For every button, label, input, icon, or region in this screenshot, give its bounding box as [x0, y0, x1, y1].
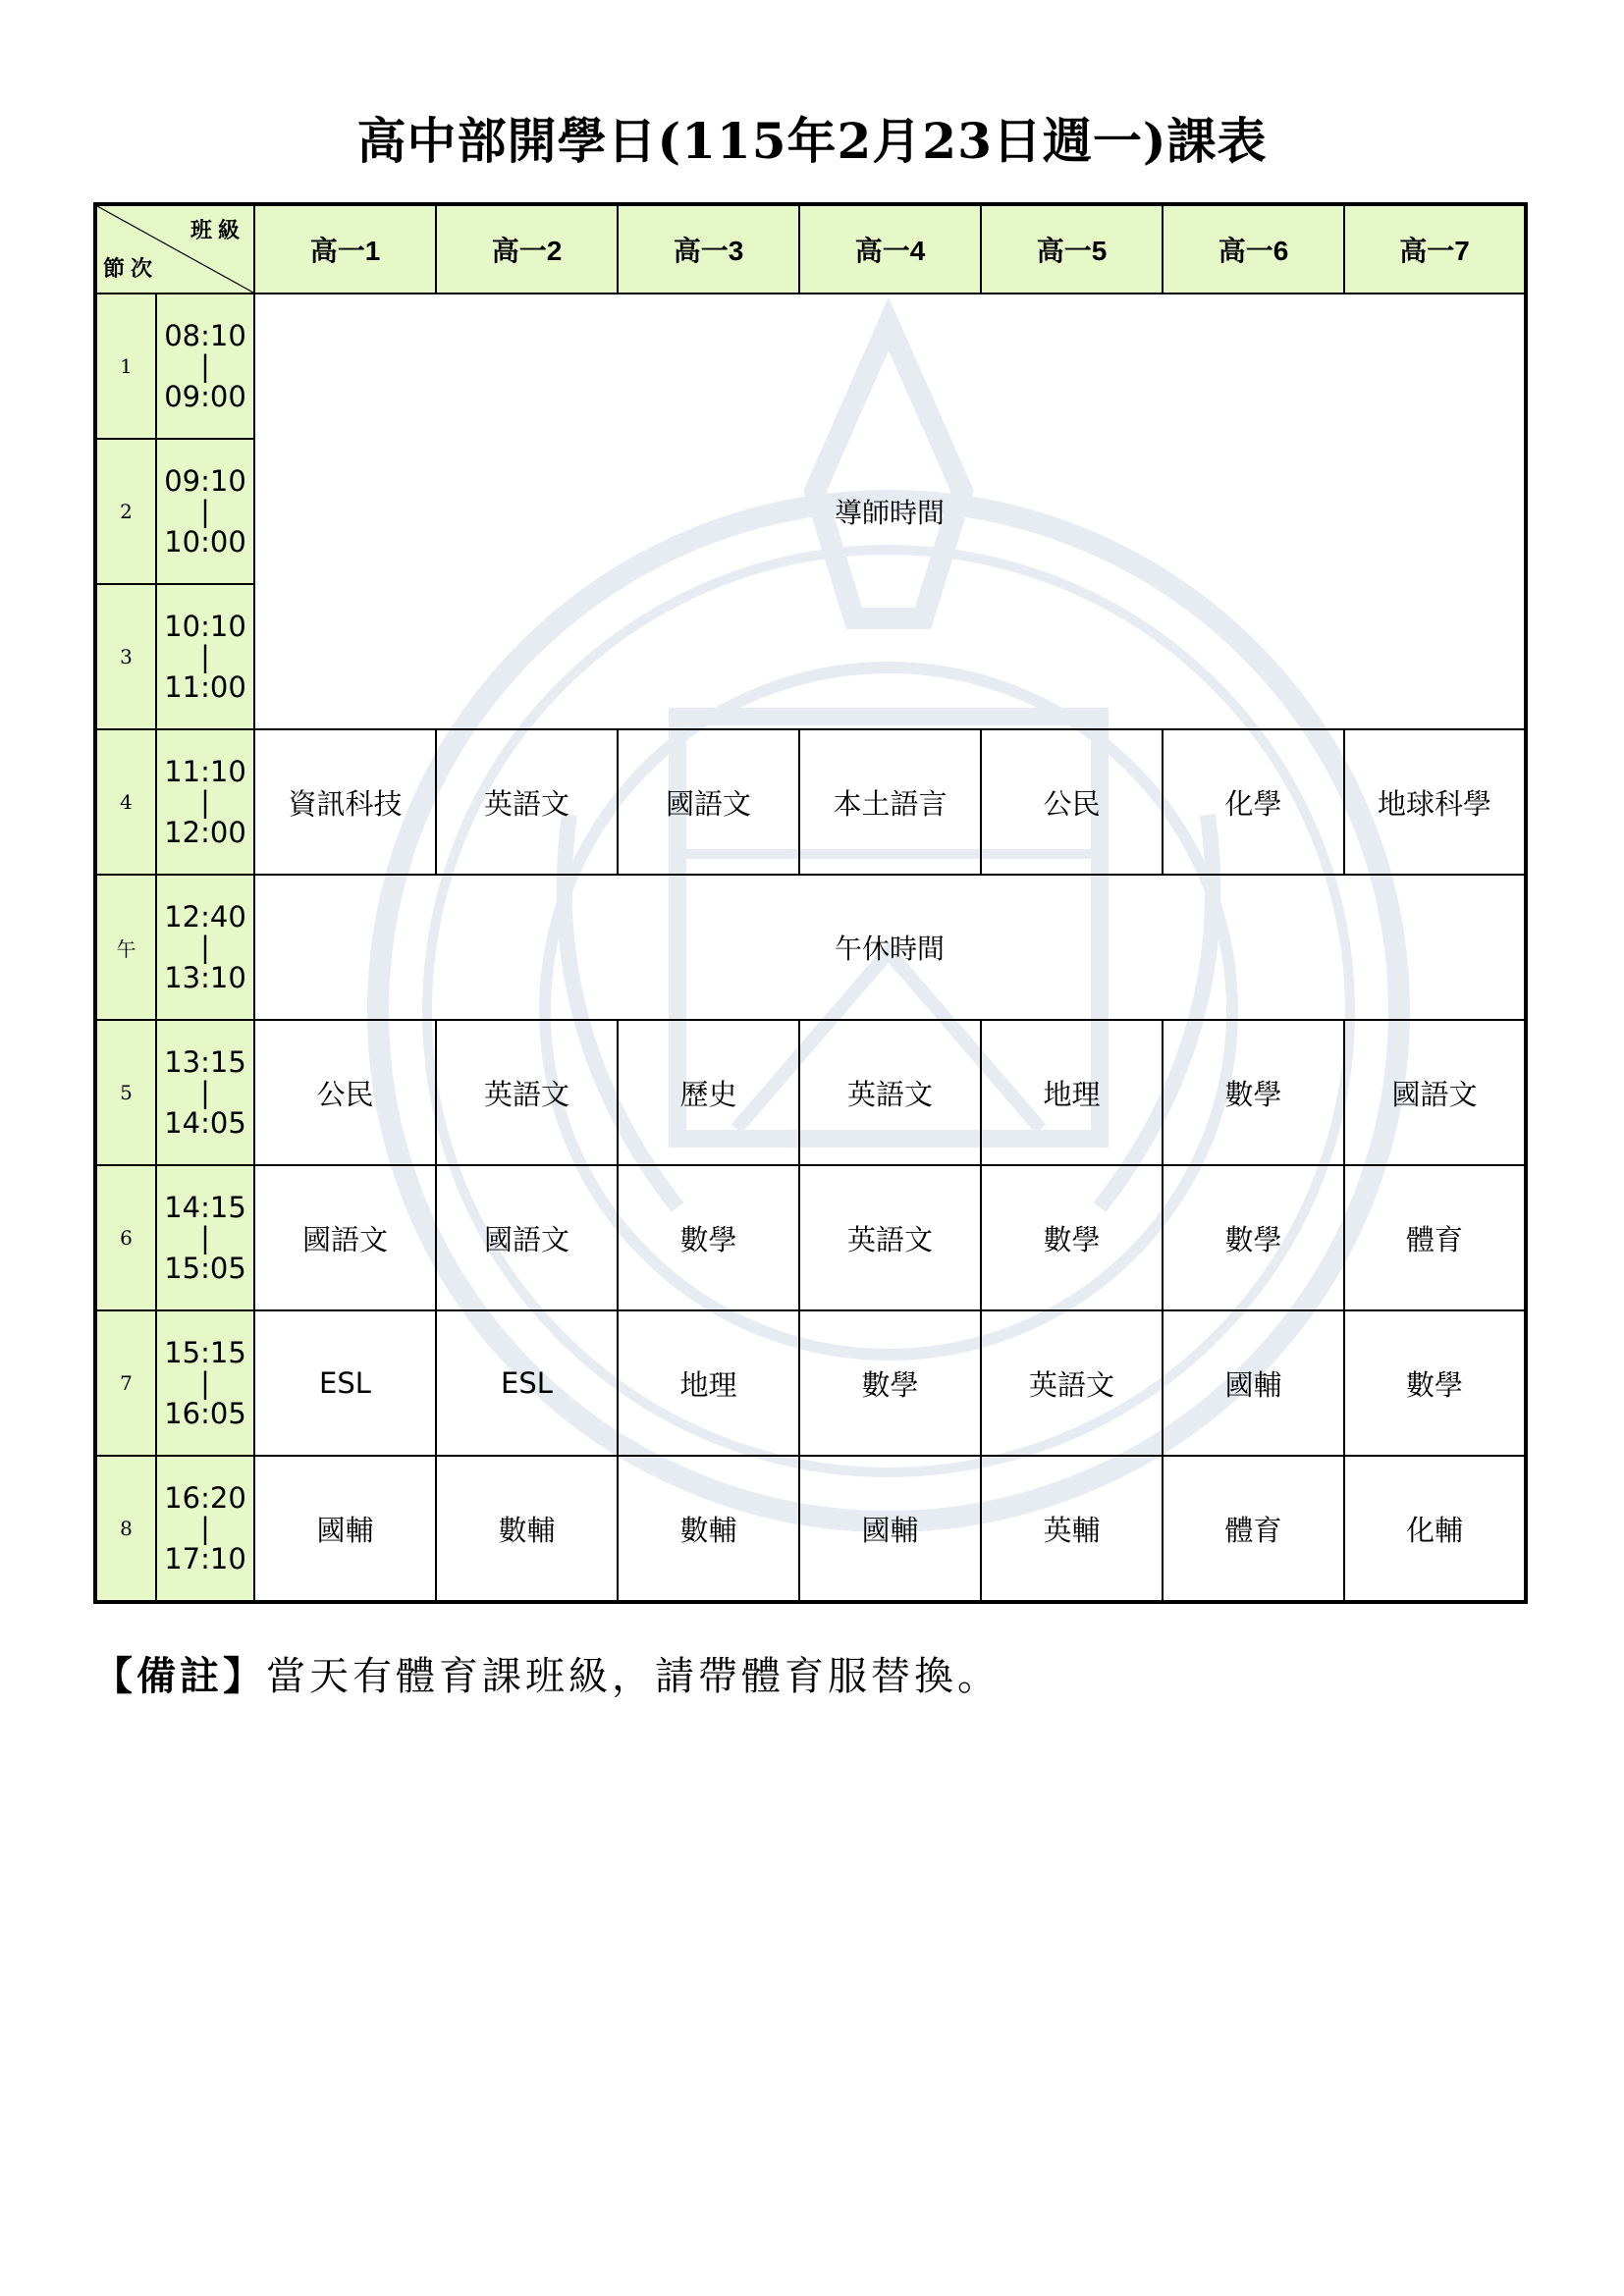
subject-cell: 數學	[981, 1165, 1163, 1310]
period-number: 4	[95, 729, 156, 875]
class-header: 高一7	[1344, 204, 1526, 294]
subject-cell: 體育	[1344, 1165, 1526, 1310]
subject-cell: ESL	[436, 1310, 618, 1456]
subject-cell: 英語文	[799, 1165, 981, 1310]
subject-cell: 國輔	[799, 1456, 981, 1602]
subject-cell: 歷史	[618, 1020, 799, 1165]
period-axis-label: 節次	[103, 256, 159, 282]
subject-cell: 數輔	[436, 1456, 618, 1602]
subject-cell: 英語文	[436, 729, 618, 875]
subject-cell: 國輔	[1163, 1310, 1344, 1456]
period-number: 2	[95, 439, 156, 584]
subject-cell: 公民	[981, 729, 1163, 875]
table-row	[95, 729, 1526, 875]
subject-cell: 數學	[1163, 1020, 1344, 1165]
subject-cell: 英語文	[436, 1020, 618, 1165]
subject-cell: 化學	[1163, 729, 1344, 875]
time-range: 14:15 | 15:05	[156, 1165, 254, 1310]
homeroom-block: 導師時間	[254, 294, 1526, 729]
subject-cell: 英輔	[981, 1456, 1163, 1602]
period-number: 8	[95, 1456, 156, 1602]
subject-cell: 國語文	[254, 1165, 436, 1310]
remark-note	[93, 1645, 1001, 1701]
subject-cell: 國語文	[618, 729, 799, 875]
table-row	[95, 1456, 1526, 1602]
table-row	[95, 294, 1526, 439]
period-number: 3	[95, 584, 156, 729]
subject-cell: 公民	[254, 1020, 436, 1165]
time-range: 08:10 | 09:00	[156, 294, 254, 439]
timetable	[93, 202, 1528, 1604]
class-axis-label: 班級	[189, 218, 245, 243]
period-number: 6	[95, 1165, 156, 1310]
time-range: 13:15 | 14:05	[156, 1020, 254, 1165]
header-row	[95, 204, 1526, 294]
subject-cell: 數學	[1344, 1310, 1526, 1456]
class-header: 高一2	[436, 204, 618, 294]
class-header: 高一3	[618, 204, 799, 294]
table-row	[95, 875, 1526, 1020]
remark-text: 當天有體育課班級，請帶體育服替換。	[266, 1654, 1001, 1699]
subject-cell: 國語文	[436, 1165, 618, 1310]
period-number: 1	[95, 294, 156, 439]
class-header: 高一6	[1163, 204, 1344, 294]
subject-cell: 化輔	[1344, 1456, 1526, 1602]
subject-cell: 資訊科技	[254, 729, 436, 875]
corner-cell	[95, 204, 254, 294]
table-row	[95, 1020, 1526, 1165]
subject-cell: 地理	[981, 1020, 1163, 1165]
time-range: 10:10 | 11:00	[156, 584, 254, 729]
subject-cell: 本土語言	[799, 729, 981, 875]
class-header: 高一5	[981, 204, 1163, 294]
subject-cell: 國輔	[254, 1456, 436, 1602]
class-header: 高一4	[799, 204, 981, 294]
time-range: 11:10 | 12:00	[156, 729, 254, 875]
remark-label: 【備註】	[93, 1653, 266, 1699]
subject-cell: 地球科學	[1344, 729, 1526, 875]
time-range: 12:40 | 13:10	[156, 875, 254, 1020]
subject-cell: 數學	[618, 1165, 799, 1310]
subject-cell: 英語文	[981, 1310, 1163, 1456]
subject-cell: 地理	[618, 1310, 799, 1456]
time-range: 09:10 | 10:00	[156, 439, 254, 584]
subject-cell: 數輔	[618, 1456, 799, 1602]
subject-cell: 數學	[799, 1310, 981, 1456]
time-range: 15:15 | 16:05	[156, 1310, 254, 1456]
subject-cell: 國語文	[1344, 1020, 1526, 1165]
table-row	[95, 1310, 1526, 1456]
period-number: 5	[95, 1020, 156, 1165]
subject-cell: 數學	[1163, 1165, 1344, 1310]
subject-cell: 英語文	[799, 1020, 981, 1165]
page-title: 高中部開學日(115年2月23日週一)課表	[356, 112, 1268, 170]
time-range: 16:20 | 17:10	[156, 1456, 254, 1602]
subject-cell: 體育	[1163, 1456, 1344, 1602]
class-header: 高一1	[254, 204, 436, 294]
period-number: 7	[95, 1310, 156, 1456]
subject-cell: ESL	[254, 1310, 436, 1456]
period-number: 午	[95, 875, 156, 1020]
table-row	[95, 1165, 1526, 1310]
lunch-block: 午休時間	[254, 875, 1526, 1020]
